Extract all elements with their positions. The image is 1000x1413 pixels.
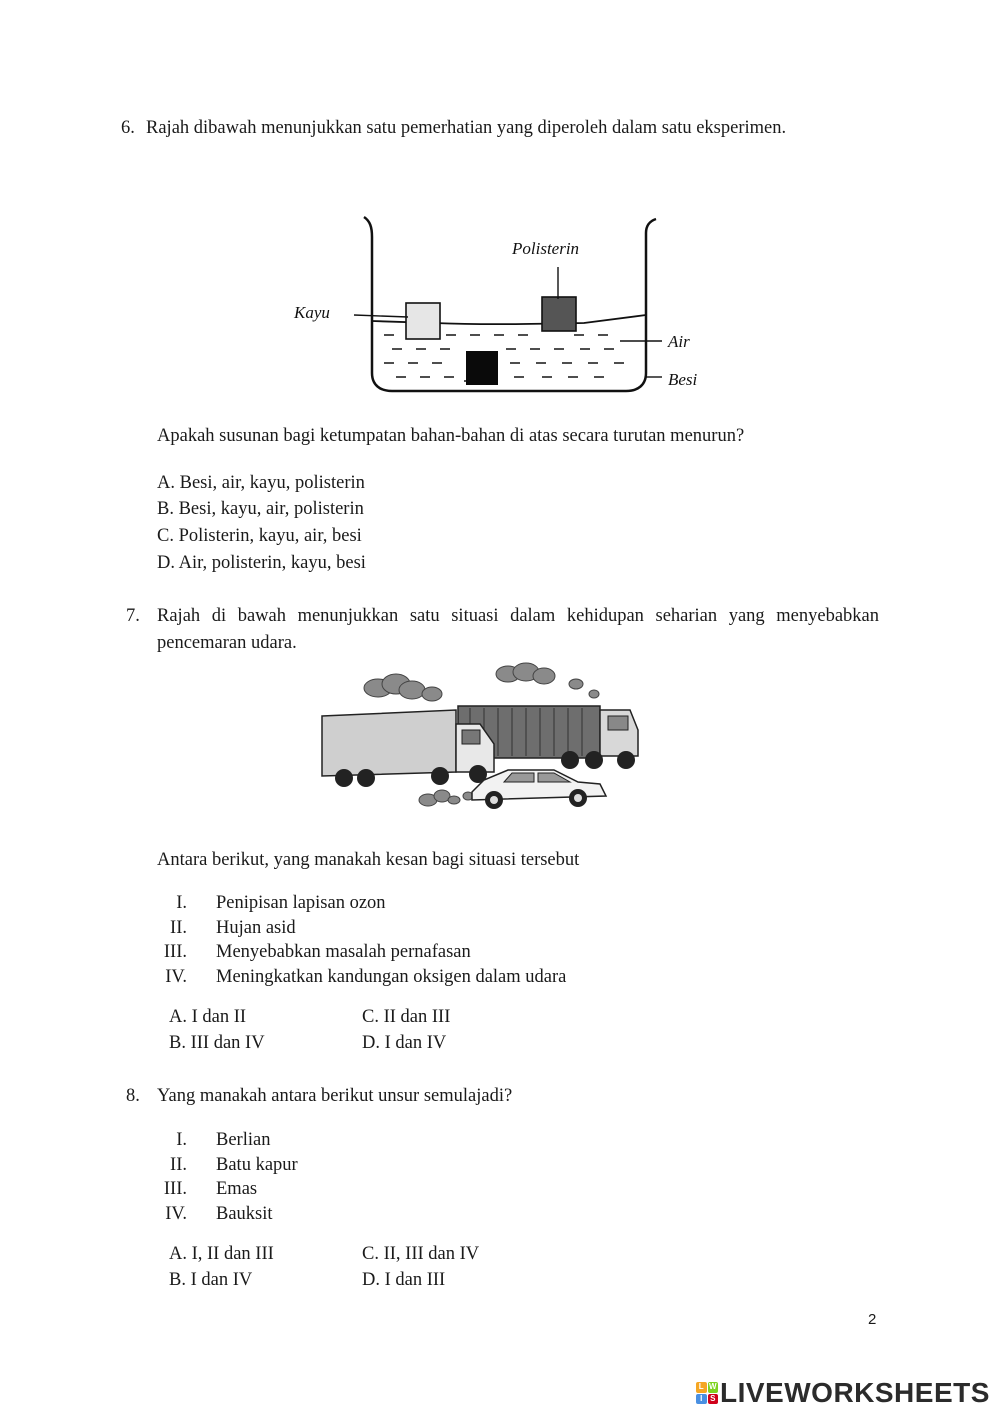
q6-number: 6. bbox=[121, 118, 135, 138]
logo-square-i: I bbox=[696, 1394, 707, 1405]
q7-number: 7. bbox=[126, 606, 140, 626]
q8-text: Yang manakah antara berikut unsur semulajadi? bbox=[157, 1086, 513, 1106]
q7-question: Antara berikut, yang manakah kesan bagi situasi tersebut bbox=[157, 850, 580, 870]
q7-answer-b[interactable]: B. III dan IV bbox=[169, 1033, 265, 1053]
q7-statement-num-2: II. bbox=[170, 918, 187, 938]
q8-statement-num-1: I. bbox=[176, 1130, 187, 1150]
q6-question: Apakah susunan bagi ketumpatan bahan-bahan di atas secara turutan menurun? bbox=[157, 426, 745, 446]
q8-answer-a[interactable]: A. I, II dan III bbox=[169, 1244, 274, 1264]
q7-answer-c[interactable]: C. II dan III bbox=[362, 1007, 451, 1027]
q6-option-d[interactable]: D. Air, polisterin, kayu, besi bbox=[157, 553, 366, 573]
page-number: 2 bbox=[868, 1311, 877, 1328]
q8-answer-d[interactable]: D. I dan III bbox=[362, 1270, 446, 1290]
liveworksheets-brand[interactable] bbox=[696, 1378, 990, 1408]
q8-statement-num-4: IV. bbox=[165, 1204, 187, 1224]
label-polisterin: Polisterin bbox=[512, 239, 580, 258]
q8-statement-text-3: Emas bbox=[216, 1179, 258, 1199]
q7-statement-text-2: Hujan asid bbox=[216, 918, 296, 938]
q8-statement-text-2: Batu kapur bbox=[216, 1155, 298, 1175]
q7-statement-text-3: Menyebabkan masalah pernafasan bbox=[216, 942, 471, 962]
q8-statement-num-3: III. bbox=[163, 1179, 187, 1199]
q6-option-b[interactable]: B. Besi, kayu, air, polisterin bbox=[157, 499, 364, 519]
logo-square-w: W bbox=[708, 1382, 717, 1391]
q7-statement-num-3: III. bbox=[163, 942, 187, 962]
q7-answer-a[interactable]: A. I dan II bbox=[169, 1007, 247, 1027]
q8-number: 8. bbox=[126, 1086, 140, 1106]
q7-statement-text-1: Penipisan lapisan ozon bbox=[216, 893, 386, 913]
q7-statement-num-4: IV. bbox=[165, 967, 187, 987]
q6-text: Rajah dibawah menunjukkan satu pemerhatian yang diperoleh dalam satu eksperimen. bbox=[146, 118, 787, 138]
label-kayu: Kayu bbox=[294, 303, 330, 322]
logo-square-l: L bbox=[696, 1382, 707, 1393]
q8-answer-c[interactable]: C. II, III dan IV bbox=[362, 1244, 480, 1264]
q7-text-line1: Rajah di bawah menunjukkan satu situasi dalam kehidupan seharian yang menyebabkan bbox=[157, 606, 879, 626]
q7-statement-num-1: I. bbox=[176, 893, 187, 913]
q7-text-line2: pencemaran udara. bbox=[157, 633, 297, 653]
label-air: Air bbox=[668, 332, 690, 351]
q8-statement-num-2: II. bbox=[170, 1155, 187, 1175]
logo-square-s: S bbox=[708, 1394, 719, 1405]
label-besi: Besi bbox=[668, 370, 698, 389]
q6-figure-beaker bbox=[284, 203, 714, 403]
q6-option-c[interactable]: C. Polisterin, kayu, air, besi bbox=[157, 526, 362, 546]
q8-statement-text-4: Bauksit bbox=[216, 1204, 273, 1224]
q7-figure-traffic bbox=[308, 660, 658, 822]
q7-statement-text-4: Meningkatkan kandungan oksigen dalam udara bbox=[216, 967, 567, 987]
q8-statement-text-1: Berlian bbox=[216, 1130, 271, 1150]
q6-option-a[interactable]: A. Besi, air, kayu, polisterin bbox=[157, 473, 365, 493]
q8-answer-b[interactable]: B. I dan IV bbox=[169, 1270, 253, 1290]
liveworksheets-logo-icon bbox=[696, 1382, 718, 1404]
q7-answer-d[interactable]: D. I dan IV bbox=[362, 1033, 447, 1053]
liveworksheets-wordmark: LIVEWORKSHEETS bbox=[720, 1377, 990, 1408]
